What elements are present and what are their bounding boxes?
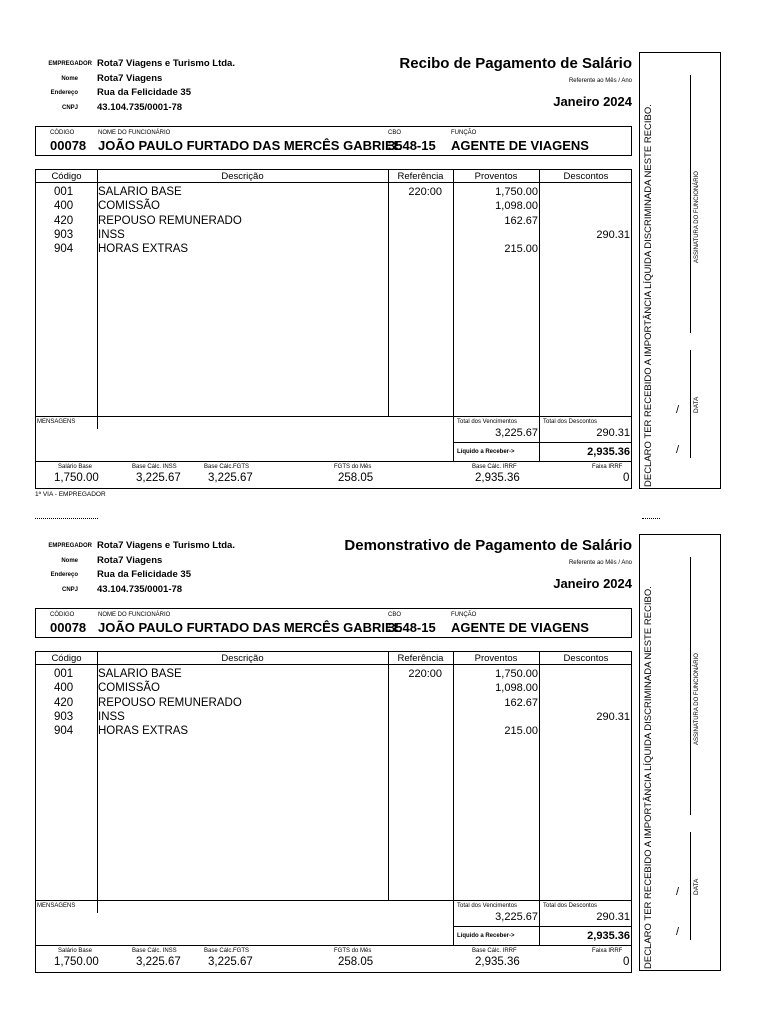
cut-line bbox=[35, 518, 98, 519]
row-earning: 1,098.00 bbox=[495, 682, 538, 695]
trade-name: Rota7 Viagens bbox=[97, 73, 163, 84]
employee-code: 00078 bbox=[50, 620, 87, 635]
col-header-description: Descrição bbox=[221, 653, 264, 664]
fgts-month: 258.05 bbox=[338, 956, 374, 968]
date-slash: / bbox=[676, 444, 680, 456]
messages-label: MENSAGENS bbox=[37, 903, 76, 909]
irrf-base-label: Base Cálc. IRRF bbox=[472, 948, 517, 954]
total-deductions: 290.31 bbox=[596, 427, 630, 439]
row-earning: 1,750.00 bbox=[495, 186, 538, 198]
irrf-base: 2,935.36 bbox=[475, 472, 520, 484]
row-code: 420 bbox=[54, 696, 74, 709]
reference-column bbox=[388, 667, 442, 681]
employer-name: Rota7 Viagens e Turismo Ltda. bbox=[97, 58, 235, 69]
fgts-base: 3,225.67 bbox=[208, 472, 253, 484]
cbo: 3548-15 bbox=[388, 138, 436, 153]
col-header-code: Código bbox=[51, 171, 82, 182]
items-table bbox=[35, 651, 632, 901]
declaration-text: DECLARO TER RECEBIDO A IMPORTÂNCIA LÍQUIDA DISCRIMINADA NESTE RECIBO. bbox=[643, 104, 654, 487]
row-code: 904 bbox=[54, 725, 74, 738]
cut-line bbox=[642, 518, 660, 519]
trade-name-label: Nome bbox=[61, 76, 78, 82]
row-code: 420 bbox=[54, 214, 74, 227]
employer-name: Rota7 Viagens e Turismo Ltda. bbox=[97, 540, 235, 551]
irrf-band-label: Faixa IRRF bbox=[592, 948, 623, 954]
row-earning: 162.67 bbox=[504, 214, 538, 227]
fgts-base: 3,225.67 bbox=[208, 956, 253, 968]
totals-box bbox=[35, 900, 632, 946]
employee-name: JOÃO PAULO FURTADO DAS MERCÊS GABRIEL bbox=[98, 620, 402, 635]
role-label: FUNÇÃO bbox=[451, 612, 477, 618]
col-header-description: Descrição bbox=[221, 171, 264, 182]
row-earning: 215.00 bbox=[504, 243, 538, 256]
cnpj: 43.104.735/0001-78 bbox=[97, 102, 183, 113]
address: Rua da Felicidade 35 bbox=[97, 569, 191, 580]
row-description: SALARIO BASE bbox=[98, 668, 182, 680]
inss-base: 3,225.67 bbox=[136, 956, 181, 968]
date-slash: / bbox=[676, 886, 680, 898]
code-label: CÓDIGO bbox=[50, 612, 75, 618]
row-description: COMISSÃO bbox=[98, 200, 160, 213]
address: Rua da Felicidade 35 bbox=[97, 87, 191, 98]
payslip-statement bbox=[35, 534, 721, 971]
row-code: 001 bbox=[54, 668, 74, 680]
cnpj-label: CNPJ bbox=[61, 105, 78, 111]
row-description: HORAS EXTRAS bbox=[98, 243, 189, 256]
trade-name-label: Nome bbox=[61, 558, 78, 564]
fgts-base-label: Base Cálc.FGTS bbox=[204, 948, 250, 954]
row-earning: 162.67 bbox=[504, 696, 538, 709]
name-label: NOME DO FUNCIONÁRIO bbox=[98, 130, 171, 136]
fgts-month: 258.05 bbox=[338, 472, 374, 484]
deductions-column bbox=[539, 667, 630, 724]
name-label: NOME DO FUNCIONÁRIO bbox=[98, 612, 171, 618]
total-deductions-label: Total dos Descontos bbox=[543, 903, 598, 909]
col-header-reference: Referência bbox=[397, 653, 444, 664]
row-description: REPOUSO REMUNERADO bbox=[98, 696, 242, 709]
row-earning bbox=[453, 710, 538, 724]
page-title: Recibo de Pagamento de Salário bbox=[399, 55, 632, 72]
salary-base-label: Salário Base bbox=[58, 948, 93, 954]
reference-label: Referente ao Mês / Ano bbox=[568, 78, 632, 84]
date-label: DATA bbox=[693, 396, 700, 413]
row-deduction: 290.31 bbox=[596, 710, 630, 723]
fgts-month-label: FGTS do Mês bbox=[334, 464, 372, 470]
bases-box bbox=[35, 945, 632, 973]
employee-role: AGENTE DE VIAGENS bbox=[451, 620, 589, 635]
totals-box bbox=[35, 416, 632, 462]
employee-box bbox=[35, 126, 632, 156]
signature-label: ASSINATURA DO FUNCIONÁRIO bbox=[694, 653, 700, 745]
total-earnings: 3,225.67 bbox=[495, 911, 538, 923]
salary-base: 1,750.00 bbox=[54, 956, 99, 968]
cnpj-label: CNPJ bbox=[61, 587, 78, 593]
payslip-receipt bbox=[35, 52, 721, 498]
row-code: 001 bbox=[54, 186, 74, 198]
total-deductions-label: Total dos Descontos bbox=[543, 419, 598, 425]
col-header-earnings: Proventos bbox=[474, 171, 518, 182]
fgts-month-label: FGTS do Mês bbox=[334, 948, 372, 954]
date-slash: / bbox=[676, 926, 680, 938]
items-table bbox=[35, 169, 632, 417]
row-description: INSS bbox=[98, 228, 125, 241]
row-description: REPOUSO REMUNERADO bbox=[98, 214, 242, 227]
col-header-earnings: Proventos bbox=[474, 653, 518, 664]
codes-column bbox=[54, 667, 73, 738]
row-code: 904 bbox=[54, 243, 74, 256]
row-code: 400 bbox=[54, 682, 74, 695]
earnings-column bbox=[453, 185, 538, 256]
reference-label: Referente ao Mês / Ano bbox=[568, 560, 632, 566]
row-earning: 1,098.00 bbox=[495, 200, 538, 213]
copy-label: 1ª VIA - EMPREGADOR bbox=[35, 491, 106, 498]
cnpj: 43.104.735/0001-78 bbox=[97, 584, 183, 595]
role-label: FUNÇÃO bbox=[451, 130, 477, 136]
total-earnings-label: Total dos Vencimentos bbox=[457, 419, 518, 425]
bases-box bbox=[35, 461, 632, 489]
trade-name: Rota7 Viagens bbox=[97, 555, 163, 566]
irrf-band: 0 bbox=[623, 472, 630, 484]
total-deductions: 290.31 bbox=[596, 911, 630, 923]
row-earning: 215.00 bbox=[504, 725, 538, 738]
employer-label: EMPREGADOR bbox=[48, 61, 92, 67]
irrf-band: 0 bbox=[623, 956, 630, 968]
col-header-deductions: Descontos bbox=[563, 653, 609, 664]
date-slash: / bbox=[676, 404, 680, 416]
irrf-base: 2,935.36 bbox=[475, 956, 520, 968]
net-pay: 2,935.36 bbox=[587, 446, 630, 458]
declaration-panel bbox=[639, 534, 721, 971]
row-earning bbox=[453, 228, 538, 242]
row-description: INSS bbox=[98, 710, 125, 723]
messages-label: MENSAGENS bbox=[37, 419, 76, 425]
row-earning: 1,750.00 bbox=[495, 668, 538, 680]
col-header-reference: Referência bbox=[397, 171, 444, 182]
row-description: COMISSÃO bbox=[98, 682, 160, 695]
reference-month: Janeiro 2024 bbox=[553, 576, 632, 591]
cbo: 3548-15 bbox=[388, 620, 436, 635]
cbo-label: CBO bbox=[388, 130, 402, 136]
earnings-column bbox=[453, 667, 538, 738]
irrf-base-label: Base Cálc. IRRF bbox=[472, 464, 517, 470]
row-description: SALARIO BASE bbox=[98, 186, 182, 198]
fgts-base-label: Base Cálc.FGTS bbox=[204, 464, 250, 470]
net-pay-label: Líquido a Receber-> bbox=[457, 933, 515, 939]
irrf-band-label: Faixa IRRF bbox=[592, 464, 623, 470]
employer-label: EMPREGADOR bbox=[48, 543, 92, 549]
address-label: Endereço bbox=[50, 572, 78, 578]
signature-label: ASSINATURA DO FUNCIONÁRIO bbox=[694, 171, 700, 263]
employee-box bbox=[35, 608, 632, 638]
salary-base: 1,750.00 bbox=[54, 472, 99, 484]
reference-column bbox=[388, 185, 442, 199]
net-pay-label: Líquido a Receber-> bbox=[457, 449, 515, 455]
descriptions-column bbox=[98, 667, 242, 738]
inss-base-label: Base Cálc. INSS bbox=[132, 948, 177, 954]
row-code: 903 bbox=[54, 710, 74, 723]
date-label: DATA bbox=[693, 878, 700, 895]
row-code: 903 bbox=[54, 228, 74, 241]
net-pay: 2,935.36 bbox=[587, 930, 630, 942]
employee-role: AGENTE DE VIAGENS bbox=[451, 138, 589, 153]
inss-base-label: Base Cálc. INSS bbox=[132, 464, 177, 470]
row-description: HORAS EXTRAS bbox=[98, 725, 189, 738]
code-label: CÓDIGO bbox=[50, 130, 75, 136]
page-title: Demonstrativo de Pagamento de Salário bbox=[344, 537, 632, 554]
address-label: Endereço bbox=[50, 90, 78, 96]
codes-column bbox=[54, 185, 73, 256]
employee-name: JOÃO PAULO FURTADO DAS MERCÊS GABRIEL bbox=[98, 138, 402, 153]
descriptions-column bbox=[98, 185, 242, 256]
reference-month: Janeiro 2024 bbox=[553, 94, 632, 109]
total-earnings-label: Total dos Vencimentos bbox=[457, 903, 518, 909]
row-code: 400 bbox=[54, 200, 74, 213]
col-header-deductions: Descontos bbox=[563, 171, 609, 182]
cbo-label: CBO bbox=[388, 612, 402, 618]
row-reference: 220:00 bbox=[408, 186, 442, 198]
salary-base-label: Salário Base bbox=[58, 464, 93, 470]
row-reference: 220:00 bbox=[408, 668, 442, 680]
declaration-text: DECLARO TER RECEBIDO A IMPORTÂNCIA LÍQUIDA DISCRIMINADA NESTE RECIBO. bbox=[643, 586, 654, 969]
row-deduction: 290.31 bbox=[596, 228, 630, 241]
declaration-panel bbox=[639, 52, 721, 489]
employee-code: 00078 bbox=[50, 138, 87, 153]
inss-base: 3,225.67 bbox=[136, 472, 181, 484]
col-header-code: Código bbox=[51, 653, 82, 664]
total-earnings: 3,225.67 bbox=[495, 427, 538, 439]
deductions-column bbox=[539, 185, 630, 242]
